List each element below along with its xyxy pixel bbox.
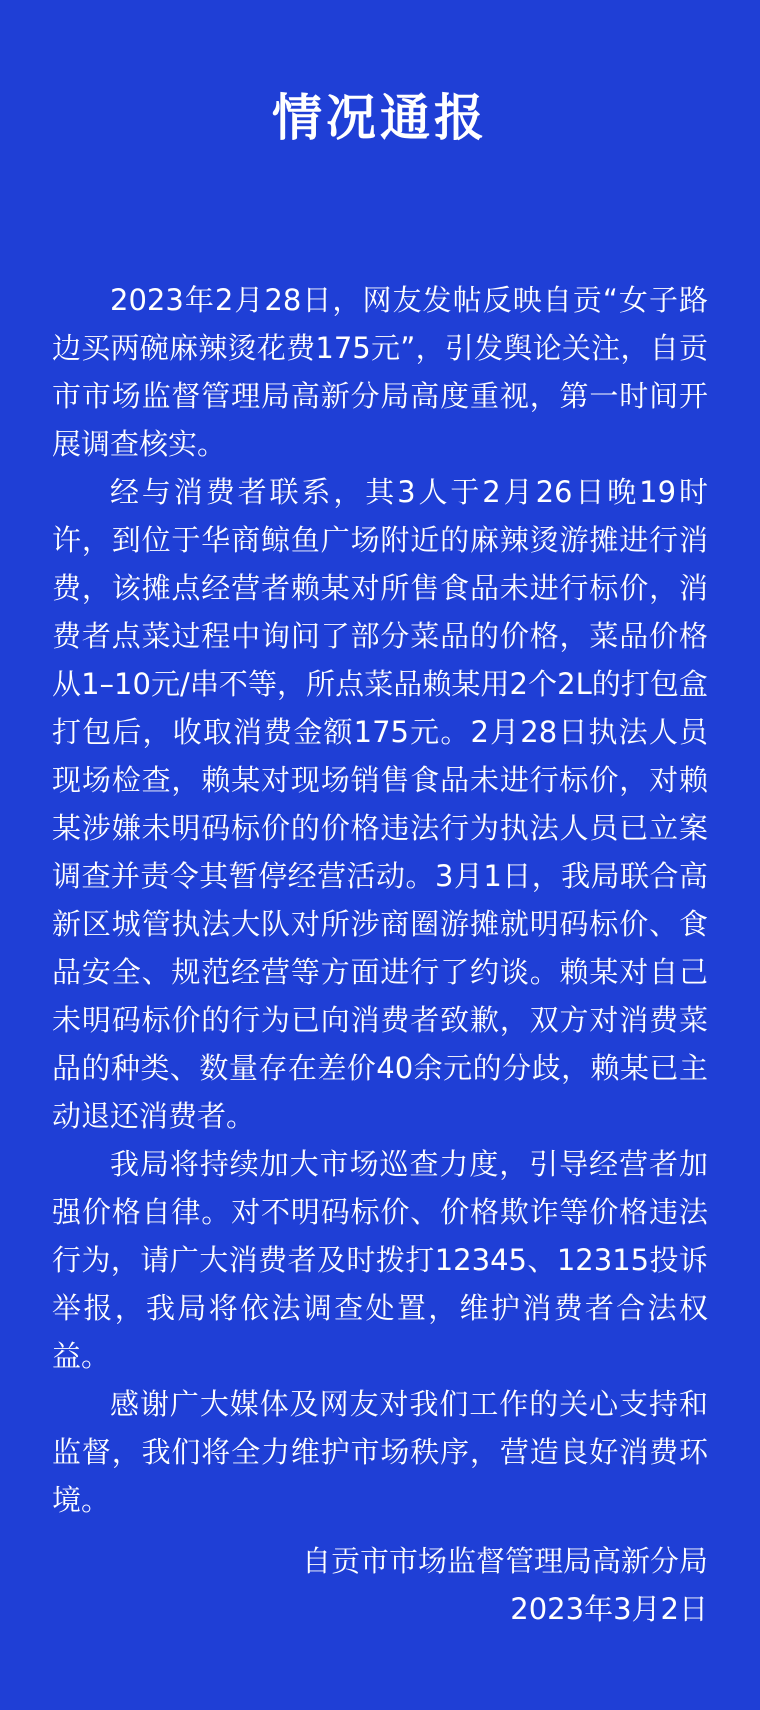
notice-body	[52, 276, 708, 1524]
paragraph-4: 感谢广大媒体及网友对我们工作的关心支持和监督，我们将全力维护市场秩序，营造良好消费环境。	[52, 1387, 708, 1517]
paragraph-2: 经与消费者联系，其3人于2月26日晚19时许，到位于华商鲸鱼广场附近的麻辣烫游摊进行消费，该摊点经营者赖某对所售食品未进行标价，消费者点菜过程中询问了部分菜品的价格，菜品价格从1–10元/串不等，所点菜品赖某用2个2L的打包盒打包后，收取消费金额175元。2月28日执法人员现场检查，赖某对现场销售食品未进行标价，对赖某涉嫌未明码标价的价格违法行为执法人员已立案调查并责令其暂停经营活动。3月1日，我局联合高新区城管执法大队对所涉商圈游摊就明码标价、食品安全、规范经营等方面进行了约谈。赖某对自己未明码标价的行为已向消费者致歉，双方对消费菜品的种类、数量存在差价40余元的分歧，赖某已主动退还消费者。	[52, 475, 708, 1133]
signature-block	[302, 1537, 708, 1633]
notice-title: 情况通报	[272, 88, 488, 147]
signature-date: 2023年3月2日	[510, 1592, 708, 1626]
paragraph-3: 我局将持续加大市场巡查力度，引导经营者加强价格自律。对不明码标价、价格欺诈等价格违法行为，请广大消费者及时拨打12345、12315投诉举报，我局将依法调查处置，维护消费者合法权益。	[52, 1147, 708, 1373]
signature-organization: 自贡市市场监督管理局高新分局	[301, 1544, 708, 1578]
paragraph-1: 2023年2月28日，网友发帖反映自贡“女子路边买两碗麻辣烫花费175元”，引发舆论关注，自贡市市场监督管理局高新分局高度重视，第一时间开展调查核实。	[52, 283, 708, 461]
